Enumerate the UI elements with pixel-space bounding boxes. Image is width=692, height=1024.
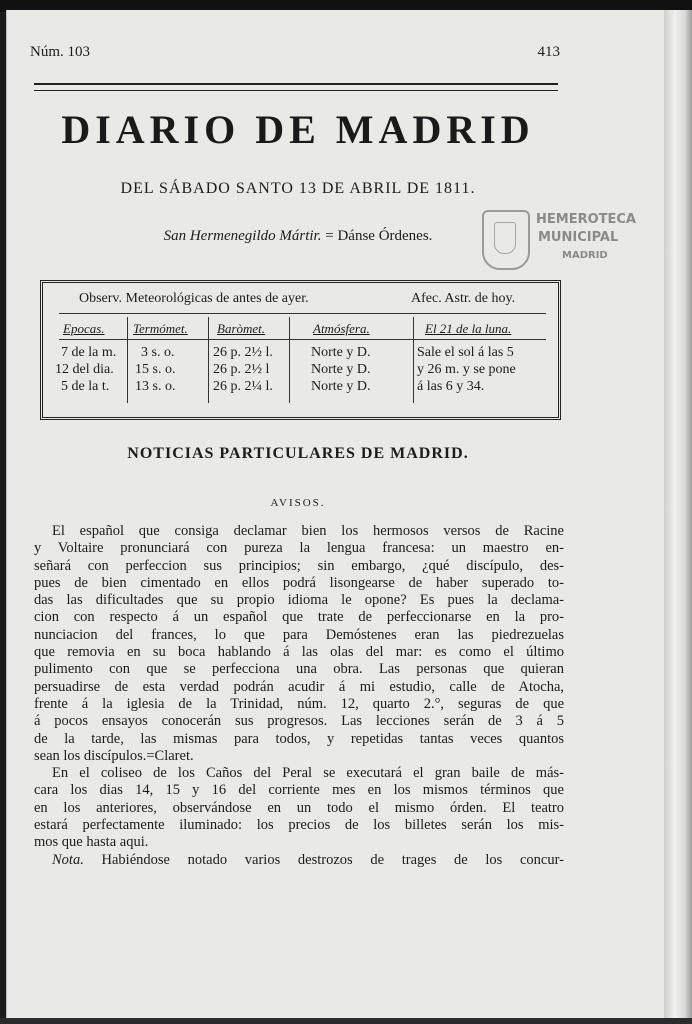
- row3-atmosfera: Norte y D.: [311, 379, 371, 394]
- table-rule-top: [59, 313, 546, 314]
- table-divider: [413, 317, 414, 403]
- astro-title: Afec. Astr. de hoy.: [411, 291, 516, 306]
- section-title: NOTICIAS PARTICULARES DE MADRID.: [127, 445, 469, 462]
- row2-termometro: 15 s. o.: [135, 362, 176, 377]
- row2-epoca: 12 del dia.: [55, 362, 114, 377]
- text-line: señará con perfeccion sus principios; sin embargo, ¿qué discípulo, des-: [34, 557, 564, 574]
- text-line: pulimento con que se perfecciona una obra. Las personas que quieran: [34, 661, 564, 678]
- weather-table: [40, 280, 561, 420]
- text-line: persuadirse de esta verdad podrán acudir á mi estudio, calle de Atocha,: [34, 678, 564, 695]
- text-line: en los anteriores, observándose en un todo el mismo órden. El teatro: [34, 799, 564, 816]
- page-number: 413: [537, 44, 560, 60]
- text-line: nunciacion del frances, lo que para Demóstenes eran las piedrezuelas: [34, 626, 564, 643]
- text-line: estará perfectamente iluminado: los precios de los billetes serán los mis-: [34, 817, 564, 834]
- nota-text: Habiéndose notado varios destrozos de trages de los concur-: [83, 851, 564, 868]
- weather-title: Observ. Meteorológicas de antes de ayer.: [79, 291, 309, 306]
- row3-termometro: 13 s. o.: [135, 379, 176, 394]
- row3-barometro: 26 p. 2¼ l.: [213, 379, 273, 394]
- row1-termometro: 3 s. o.: [141, 345, 175, 360]
- text-line: y Voltaire pronunciará con pureza la lengua francesa: un maestro en-: [34, 540, 564, 557]
- col-luna: El 21 de la luna.: [425, 321, 512, 336]
- table-divider: [127, 317, 128, 403]
- book-spine-edge: [664, 10, 692, 1024]
- luna-line-1: Sale el sol á las 5: [417, 345, 514, 360]
- saint-note: Dánse Órdenes.: [337, 228, 433, 244]
- row1-epoca: 7 de la m.: [61, 345, 117, 360]
- newspaper-page: [6, 10, 667, 1024]
- luna-line-2: y 26 m. y se pone: [417, 362, 516, 377]
- stamp-line-2: MUNICIPAL: [538, 230, 619, 245]
- row2-barometro: 26 p. 2½ l: [213, 362, 270, 377]
- table-divider: [289, 317, 290, 403]
- text-line: de la tarde, las mismas para todos, y repetidas tantas veces quantos: [34, 730, 564, 747]
- col-barometro: Baròmet.: [217, 321, 266, 336]
- text-line: El español que consiga declamar bien los hermosos versos de Racine: [52, 523, 564, 539]
- crest-icon: [482, 210, 530, 270]
- text-line: frente á la iglesia de la Trinidad, núm. 12, quarto 2.°, seguras de que: [34, 695, 564, 712]
- col-termometro: Termómet.: [133, 321, 188, 336]
- text-line: á pocos ensayos conocerán sus progresos. Las lecciones serán de 3 á 5: [34, 713, 564, 730]
- dateline: DEL SÁBADO SANTO 13 DE ABRIL DE 1811.: [120, 180, 476, 197]
- text-line: mos que hasta aqui.: [34, 834, 149, 851]
- nota-line: [34, 852, 564, 869]
- article-body: [34, 523, 564, 869]
- col-atmosfera: Atmósfera.: [313, 321, 370, 336]
- text-line: cion con respecto á un español que trate de perfeccionarse en la pro-: [34, 609, 564, 626]
- row1-barometro: 26 p. 2½ l.: [213, 345, 273, 360]
- library-stamp: [482, 206, 654, 268]
- saint-name: San Hermenegildo Mártir.: [163, 228, 322, 244]
- nota-label: Nota.: [52, 851, 84, 868]
- row1-atmosfera: Norte y D.: [311, 345, 371, 360]
- text-line: sean los discípulos.=Claret.: [34, 747, 194, 764]
- stamp-line-3: MADRID: [562, 250, 608, 261]
- text-line: que removia en su boca hablando á las olas del mar: es como el último: [34, 644, 564, 661]
- luna-line-3: á las 6 y 34.: [417, 379, 485, 394]
- subsection-title: AVISOS.: [270, 497, 326, 509]
- text-line: pues de bien cimentado en ellos podrá lisongearse de haber superado to-: [34, 574, 564, 591]
- text-line: En el coliseo de los Caños del Peral se executará el gran baile de más-: [52, 765, 564, 782]
- text-line: cara los dias 14, 15 y 16 del corriente mes en los mismos términos que: [34, 782, 564, 799]
- issue-number: Núm. 103: [30, 44, 90, 60]
- header-rule: [34, 83, 558, 91]
- table-divider: [208, 317, 209, 403]
- scan-bottom-edge: [0, 1018, 692, 1024]
- saint-separator: =: [321, 228, 338, 244]
- table-rule-mid: [59, 339, 546, 340]
- stamp-line-1: HEMEROTECA: [536, 212, 636, 227]
- masthead-title: DIARIO DE MADRID: [61, 107, 535, 152]
- text-line: das las dificultades que su propio idioma le opone? Es pues la declama-: [34, 592, 564, 609]
- col-epocas: Epocas.: [63, 321, 105, 336]
- row3-epoca: 5 de la t.: [61, 379, 110, 394]
- row2-atmosfera: Norte y D.: [311, 362, 371, 377]
